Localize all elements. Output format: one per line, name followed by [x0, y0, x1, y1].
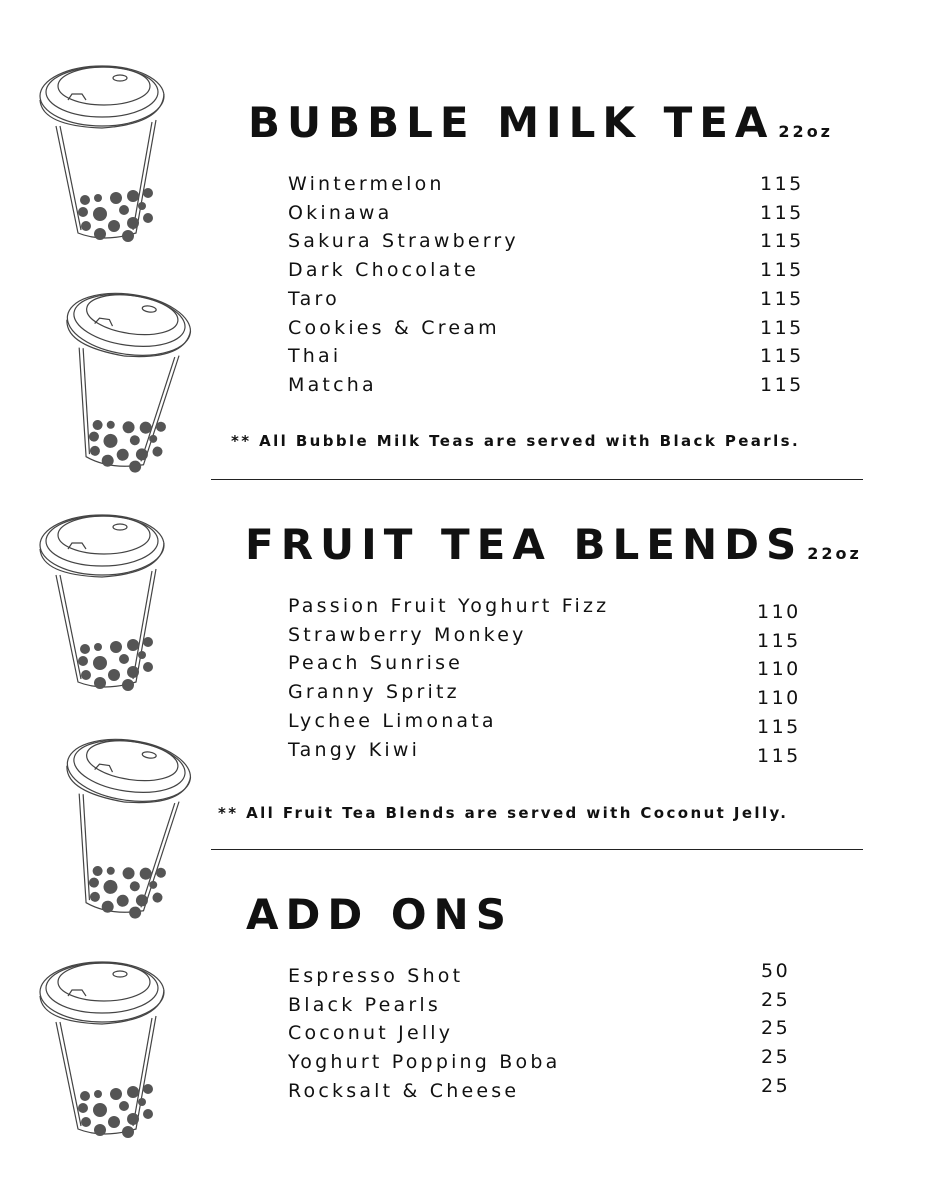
- menu-item-name: Rocksalt & Cheese: [288, 1079, 520, 1102]
- bubble-tea-cup-icon: [45, 714, 201, 925]
- menu-item-price: 115: [760, 201, 804, 224]
- menu-item-name: Thai: [288, 345, 342, 368]
- menu-item-name: Dark Chocolate: [288, 259, 479, 282]
- menu-item-name: Passion Fruit Yoghurt Fizz: [288, 595, 610, 617]
- menu-item-name: Yoghurt Popping Boba: [288, 1051, 561, 1074]
- menu-item-price: 115: [757, 629, 801, 652]
- section-title-bubble-milk-tea: BUBBLE MILK TEA 22oz: [248, 98, 833, 147]
- menu-item-price: 115: [760, 287, 804, 310]
- menu-item-name: Black Pearls: [288, 993, 441, 1016]
- menu-item-price: 115: [757, 744, 801, 767]
- menu-item-price: 110: [757, 687, 801, 710]
- menu-item-price: 25: [761, 1046, 791, 1069]
- menu-item-name: Cookies & Cream: [288, 316, 500, 339]
- menu-item-name: Coconut Jelly: [288, 1022, 454, 1045]
- section-note: ** All Bubble Milk Teas are served with Black Pearls.: [231, 432, 801, 450]
- bubble-tea-cup-icon: [38, 944, 168, 1139]
- menu-item-name: Peach Sunrise: [288, 652, 464, 675]
- menu-item-price: 50: [761, 960, 791, 982]
- menu-item-price: 115: [760, 373, 804, 396]
- menu-item-name: Okinawa: [288, 201, 393, 224]
- menu-item-name: Wintermelon: [288, 173, 445, 195]
- menu-item-price: 25: [761, 1074, 791, 1097]
- menu-item-price: 25: [761, 1017, 791, 1040]
- menu-item-name: Matcha: [288, 373, 377, 396]
- menu-item-name: Tangy Kiwi: [288, 738, 421, 761]
- menu-item-price: 115: [760, 316, 804, 339]
- menu-item-price: 115: [760, 173, 804, 195]
- section-title-fruit-tea-blends: FRUIT TEA BLENDS 22oz: [245, 520, 862, 569]
- menu-item-price: 115: [760, 345, 804, 368]
- menu-item-price: 115: [757, 715, 801, 738]
- menu-item-name: Espresso Shot: [288, 965, 464, 987]
- menu-item-price: 115: [760, 230, 804, 253]
- menu-item-price: 115: [760, 259, 804, 282]
- bubble-tea-cup-icon: [45, 268, 201, 479]
- size-label: 22oz: [807, 544, 862, 563]
- menu-item-price: 25: [761, 988, 791, 1011]
- menu-item-name: Taro: [288, 287, 340, 310]
- size-label: 22oz: [778, 122, 833, 141]
- menu-item-name: Lychee Limonata: [288, 709, 497, 732]
- menu-item-name: Granny Spritz: [288, 681, 460, 704]
- menu-item-name: Sakura Strawberry: [288, 230, 519, 253]
- divider: [211, 849, 863, 850]
- section-title-add-ons: ADD ONS: [246, 890, 513, 939]
- divider: [211, 479, 863, 480]
- bubble-tea-cup-icon: [38, 497, 168, 692]
- bubble-tea-cup-icon: [38, 48, 168, 243]
- menu-item-price: 110: [757, 601, 801, 623]
- section-note: ** All Fruit Tea Blends are served with Coconut Jelly.: [218, 804, 789, 822]
- menu-item-name: Strawberry Monkey: [288, 623, 527, 646]
- menu-item-price: 110: [757, 658, 801, 681]
